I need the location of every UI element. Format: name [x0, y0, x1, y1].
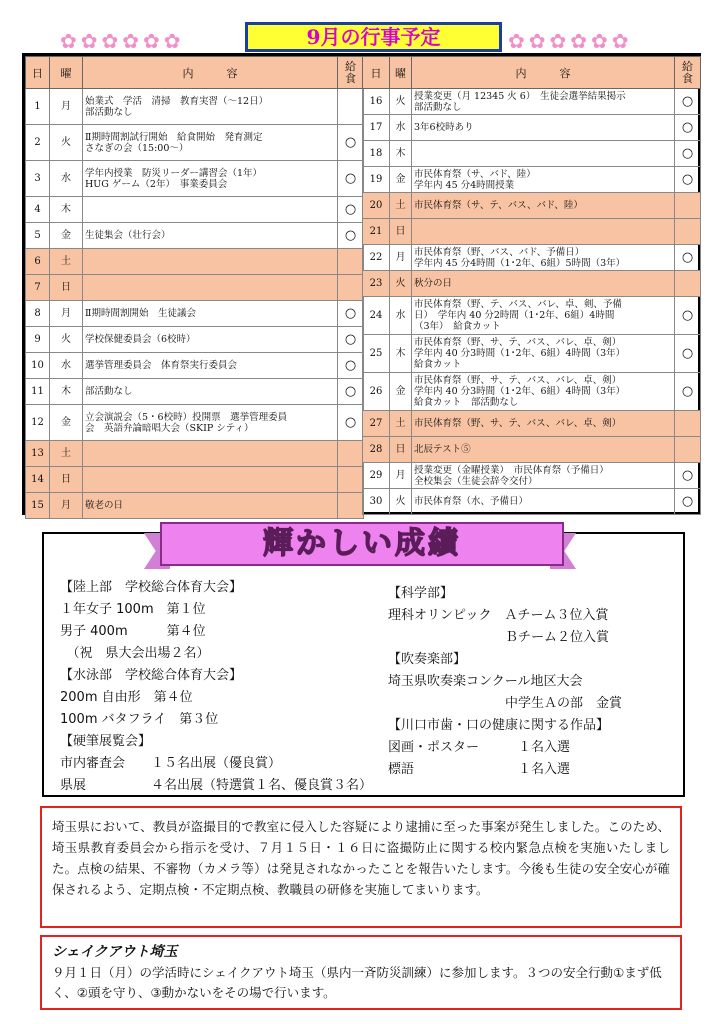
lunch-cell	[338, 89, 364, 125]
day-cell: 5	[26, 223, 50, 249]
calendar-row	[363, 115, 701, 141]
calendar-row	[26, 249, 364, 275]
lunch-cell: ○	[675, 89, 701, 115]
day-cell: 18	[363, 141, 390, 167]
lunch-cell: ○	[338, 197, 364, 223]
header-content: 内 容	[83, 57, 338, 89]
header-content: 内 容	[412, 57, 675, 89]
content-cell	[412, 141, 675, 167]
lunch-cell	[675, 411, 701, 437]
content-cell: 市民体育祭（サ、バド、陸） 学年内 45 分4時間授業	[412, 167, 675, 193]
day-cell: 13	[26, 441, 50, 467]
day-cell: 15	[26, 493, 50, 519]
lunch-cell: ○	[675, 167, 701, 193]
lunch-cell	[675, 219, 701, 245]
achievements-banner	[160, 522, 564, 566]
weekday-cell: 水	[50, 161, 83, 197]
lunch-cell: ○	[338, 223, 364, 249]
day-cell: 20	[363, 193, 390, 219]
content-cell: 3年6校時あり	[412, 115, 675, 141]
lunch-cell	[675, 437, 701, 463]
calendar-row	[363, 141, 701, 167]
content-cell	[83, 197, 338, 223]
achievement-line: 県展 ４名出展（特選賞１名、優良賞３名）	[60, 778, 373, 793]
lunch-cell: ○	[338, 353, 364, 379]
content-cell: 市民体育祭（野、サ、テ、バス、バレ、卓、剣）	[412, 411, 675, 437]
content-cell: 敬老の日	[83, 493, 338, 519]
weekday-cell: 金	[390, 167, 412, 193]
lunch-cell: ○	[675, 297, 701, 335]
content-cell: Ⅱ期時間割試行開始 給食開始 発育測定 さなぎの会（15:00～）	[83, 125, 338, 161]
achievement-line: （祝 県大会出場２名）	[60, 646, 210, 661]
lunch-cell: ○	[675, 463, 701, 489]
lunch-cell: ○	[675, 245, 701, 271]
lunch-cell: ○	[338, 161, 364, 197]
day-cell: 14	[26, 467, 50, 493]
weekday-cell: 水	[390, 115, 412, 141]
weekday-cell: 火	[50, 327, 83, 353]
day-cell: 12	[26, 405, 50, 441]
weekday-cell: 木	[390, 335, 412, 373]
weekday-cell: 月	[50, 493, 83, 519]
calendar-row	[363, 245, 701, 271]
lunch-cell: ○	[338, 379, 364, 405]
day-cell: 16	[363, 89, 390, 115]
achievement-line: 【川口市歯・口の健康に関する作品】	[388, 718, 610, 733]
lunch-cell	[338, 275, 364, 301]
calendar-row	[363, 297, 701, 335]
header-day: 日	[26, 57, 50, 89]
content-cell: 市民体育祭（野、バス、バド、予備日） 学年内 45 分4時間（1･2年、6組）5時間（3年）	[412, 245, 675, 271]
calendar-body-right	[363, 89, 701, 515]
weekday-cell: 土	[390, 411, 412, 437]
calendar-row	[363, 437, 701, 463]
weekday-cell: 火	[50, 125, 83, 161]
content-cell: 生徒集会（壮行会）	[83, 223, 338, 249]
calendar-row	[26, 301, 364, 327]
weekday-cell: 金	[50, 223, 83, 249]
content-cell: 学校保健委員会（6校時）	[83, 327, 338, 353]
calendar-row	[363, 219, 701, 245]
calendar-table-left	[25, 56, 364, 519]
day-cell: 9	[26, 327, 50, 353]
day-cell: 2	[26, 125, 50, 161]
day-cell: 4	[26, 197, 50, 223]
content-cell: 始業式 学活 清掃 教育実習（～12日） 部活動なし	[83, 89, 338, 125]
lunch-cell	[338, 249, 364, 275]
lunch-cell	[338, 493, 364, 519]
weekday-cell: 月	[390, 245, 412, 271]
content-cell: 市民体育祭（サ、テ、バス、バド、陸）	[412, 193, 675, 219]
shakeout-text: ９月１日（月）の学活時にシェイクアウト埼玉（県内一斉防災訓練）に参加します。３つの安全行動①まず低く、②頭を守り、③動かないをその場で行います。	[52, 965, 662, 1000]
lunch-cell: ○	[675, 115, 701, 141]
calendar-right	[362, 56, 701, 515]
content-cell: 選挙管理委員会 体育祭実行委員会	[83, 353, 338, 379]
achievement-line: 標語 １名入選	[388, 762, 571, 777]
content-cell: 北辰テスト⑤	[412, 437, 675, 463]
weekday-cell: 火	[390, 489, 412, 515]
flower-decoration-right: ✿✿✿✿✿✿	[508, 29, 633, 53]
calendar-left	[25, 56, 364, 519]
day-cell: 10	[26, 353, 50, 379]
weekday-cell: 月	[390, 463, 412, 489]
weekday-cell: 土	[50, 441, 83, 467]
calendar-row	[26, 467, 364, 493]
weekday-cell: 日	[50, 275, 83, 301]
content-cell	[83, 441, 338, 467]
day-cell: 29	[363, 463, 390, 489]
calendar-row	[363, 335, 701, 373]
achievement-line: １年女子 100m 第１位	[60, 602, 206, 617]
weekday-cell: 水	[390, 297, 412, 335]
lunch-cell: ○	[338, 405, 364, 441]
day-cell: 3	[26, 161, 50, 197]
content-cell: 秋分の日	[412, 271, 675, 297]
calendar-row	[26, 197, 364, 223]
day-cell: 21	[363, 219, 390, 245]
header-lunch: 給 食	[338, 57, 364, 89]
weekday-cell: 月	[50, 89, 83, 125]
weekday-cell: 木	[50, 197, 83, 223]
achievement-line: 埼玉県吹奏楽コンクール地区大会	[388, 674, 583, 689]
lunch-cell: ○	[675, 489, 701, 515]
content-cell	[412, 219, 675, 245]
achievement-line: 【科学部】	[388, 586, 454, 601]
calendar-row	[26, 275, 364, 301]
achievements-title: 輝かしい成績	[263, 526, 461, 561]
weekday-cell: 日	[50, 467, 83, 493]
day-cell: 23	[363, 271, 390, 297]
day-cell: 7	[26, 275, 50, 301]
calendar-row	[26, 223, 364, 249]
calendar-row	[363, 193, 701, 219]
lunch-cell: ○	[675, 335, 701, 373]
weekday-cell: 水	[50, 353, 83, 379]
shakeout-box	[40, 935, 682, 1010]
achievement-line: Ｂチーム２位入賞	[388, 630, 610, 645]
achievement-line: 【陸上部 学校総合体育大会】	[60, 580, 243, 595]
calendar-row	[26, 353, 364, 379]
weekday-cell: 日	[390, 437, 412, 463]
achievement-line: 市内審査会 １５名出展（優良賞）	[60, 756, 282, 771]
content-cell: Ⅱ期時間割開始 生徒議会	[83, 301, 338, 327]
flower-decoration-left: ✿✿✿✿✿✿	[60, 29, 185, 53]
achievement-line: 100m バタフライ 第３位	[60, 712, 219, 727]
calendar-row	[363, 167, 701, 193]
day-cell: 11	[26, 379, 50, 405]
lunch-cell: ○	[675, 141, 701, 167]
notice-text: 埼玉県において、教員が盗撮目的で教室に侵入した容疑により逮捕に至った事案が発生しました。このため、埼玉県教育委員会から指示を受け、７月１５日・１６日に盗撮防止に関する校内緊急点検を実施いたしました。点検の結果、不審物（カメラ等）は発見されなかったことを報告いたします。今後も生徒の安全安心が確保されるよう、定期点検・不定期点検、教職員の研修を実施してまいります。	[52, 819, 670, 897]
content-cell: 学年内授業 防災リーダー講習会（1年） HUG ゲーム（2年） 事業委員会	[83, 161, 338, 197]
lunch-cell: ○	[675, 373, 701, 411]
weekday-cell: 木	[50, 379, 83, 405]
lunch-cell: ○	[338, 125, 364, 161]
achievement-line: 200m 自由形 第４位	[60, 690, 193, 705]
calendar-row	[26, 493, 364, 519]
calendar-row	[26, 89, 364, 125]
achievement-line: 男子 400m 第４位	[60, 624, 206, 639]
weekday-cell: 金	[50, 405, 83, 441]
content-cell: 授業変更（月 12345 火 6） 生徒会選挙結果掲示 部活動なし	[412, 89, 675, 115]
weekday-cell: 木	[390, 141, 412, 167]
day-cell: 26	[363, 373, 390, 411]
calendar-row	[26, 125, 364, 161]
content-cell	[83, 275, 338, 301]
calendar-row	[363, 411, 701, 437]
header-weekday: 曜	[390, 57, 412, 89]
achievement-line: 【吹奏楽部】	[388, 652, 467, 667]
calendar-row	[363, 463, 701, 489]
day-cell: 27	[363, 411, 390, 437]
day-cell: 30	[363, 489, 390, 515]
day-cell: 28	[363, 437, 390, 463]
content-cell: 立会演説会（5・6校時）投開票 選挙管理委員 会 英語弁論暗唱大会（SKIP シティ）	[83, 405, 338, 441]
content-cell: 部活動なし	[83, 379, 338, 405]
lunch-cell	[338, 441, 364, 467]
calendar-row	[26, 405, 364, 441]
day-cell: 1	[26, 89, 50, 125]
lunch-cell: ○	[338, 301, 364, 327]
content-cell: 市民体育祭（野、サ、テ、バス、バレ、卓、剣） 学年内 40 分3時間（1･2年、6組）4時間（3年） 給食カット	[412, 335, 675, 373]
calendar-row	[363, 489, 701, 515]
achievement-line: 図画・ポスター １名入選	[388, 740, 571, 755]
title-box	[245, 22, 502, 52]
weekday-cell: 土	[50, 249, 83, 275]
header-weekday: 曜	[50, 57, 83, 89]
lunch-cell	[675, 193, 701, 219]
day-cell: 24	[363, 297, 390, 335]
weekday-cell: 火	[390, 271, 412, 297]
lunch-cell: ○	[338, 327, 364, 353]
achievements-right	[388, 583, 622, 781]
achievements-left	[60, 577, 372, 797]
header-lunch: 給 食	[675, 57, 701, 89]
calendar-row	[26, 161, 364, 197]
day-cell: 19	[363, 167, 390, 193]
calendar-row	[363, 89, 701, 115]
lunch-cell	[338, 467, 364, 493]
weekday-cell: 火	[390, 89, 412, 115]
calendar-table-right	[362, 56, 701, 515]
day-cell: 6	[26, 249, 50, 275]
achievement-line: 中学生Ａの部 金賞	[388, 696, 623, 711]
calendar-row	[26, 441, 364, 467]
achievement-line: 【水泳部 学校総合体育大会】	[60, 668, 243, 683]
day-cell: 8	[26, 301, 50, 327]
content-cell: 市民体育祭（野、テ、バス、バレ、卓、剣、予備 日） 学年内 40 分2時間（1･2年、6組）4時間 （3年） 給食カット	[412, 297, 675, 335]
achievement-line: 【硬筆展覧会】	[60, 734, 152, 749]
weekday-cell: 金	[390, 373, 412, 411]
content-cell	[83, 249, 338, 275]
achievement-line: 理科オリンピック Ａチーム３位入賞	[388, 608, 609, 623]
lunch-cell	[675, 271, 701, 297]
calendar-row	[26, 379, 364, 405]
shakeout-title: シェイクアウト埼玉	[52, 944, 178, 960]
content-cell: 授業変更（金曜授業） 市民体育祭（予備日） 全校集会（生徒会辞令交付）	[412, 463, 675, 489]
header-day: 日	[363, 57, 390, 89]
weekday-cell: 土	[390, 193, 412, 219]
content-cell	[83, 467, 338, 493]
calendar-body-left	[26, 89, 364, 519]
weekday-cell: 月	[50, 301, 83, 327]
day-cell: 25	[363, 335, 390, 373]
calendar-row	[363, 373, 701, 411]
weekday-cell: 日	[390, 219, 412, 245]
notice-box	[40, 806, 682, 928]
content-cell: 市民体育祭（水、予備日）	[412, 489, 675, 515]
calendar-row	[26, 327, 364, 353]
day-cell: 22	[363, 245, 390, 271]
page-title: 9月の行事予定	[306, 25, 441, 49]
day-cell: 17	[363, 115, 390, 141]
calendar-row	[363, 271, 701, 297]
content-cell: 市民体育祭（野、サ、テ、バス、バレ、卓、剣） 学年内 40 分3時間（1･2年、6組）4時間（3年） 給食カット 部活動なし	[412, 373, 675, 411]
